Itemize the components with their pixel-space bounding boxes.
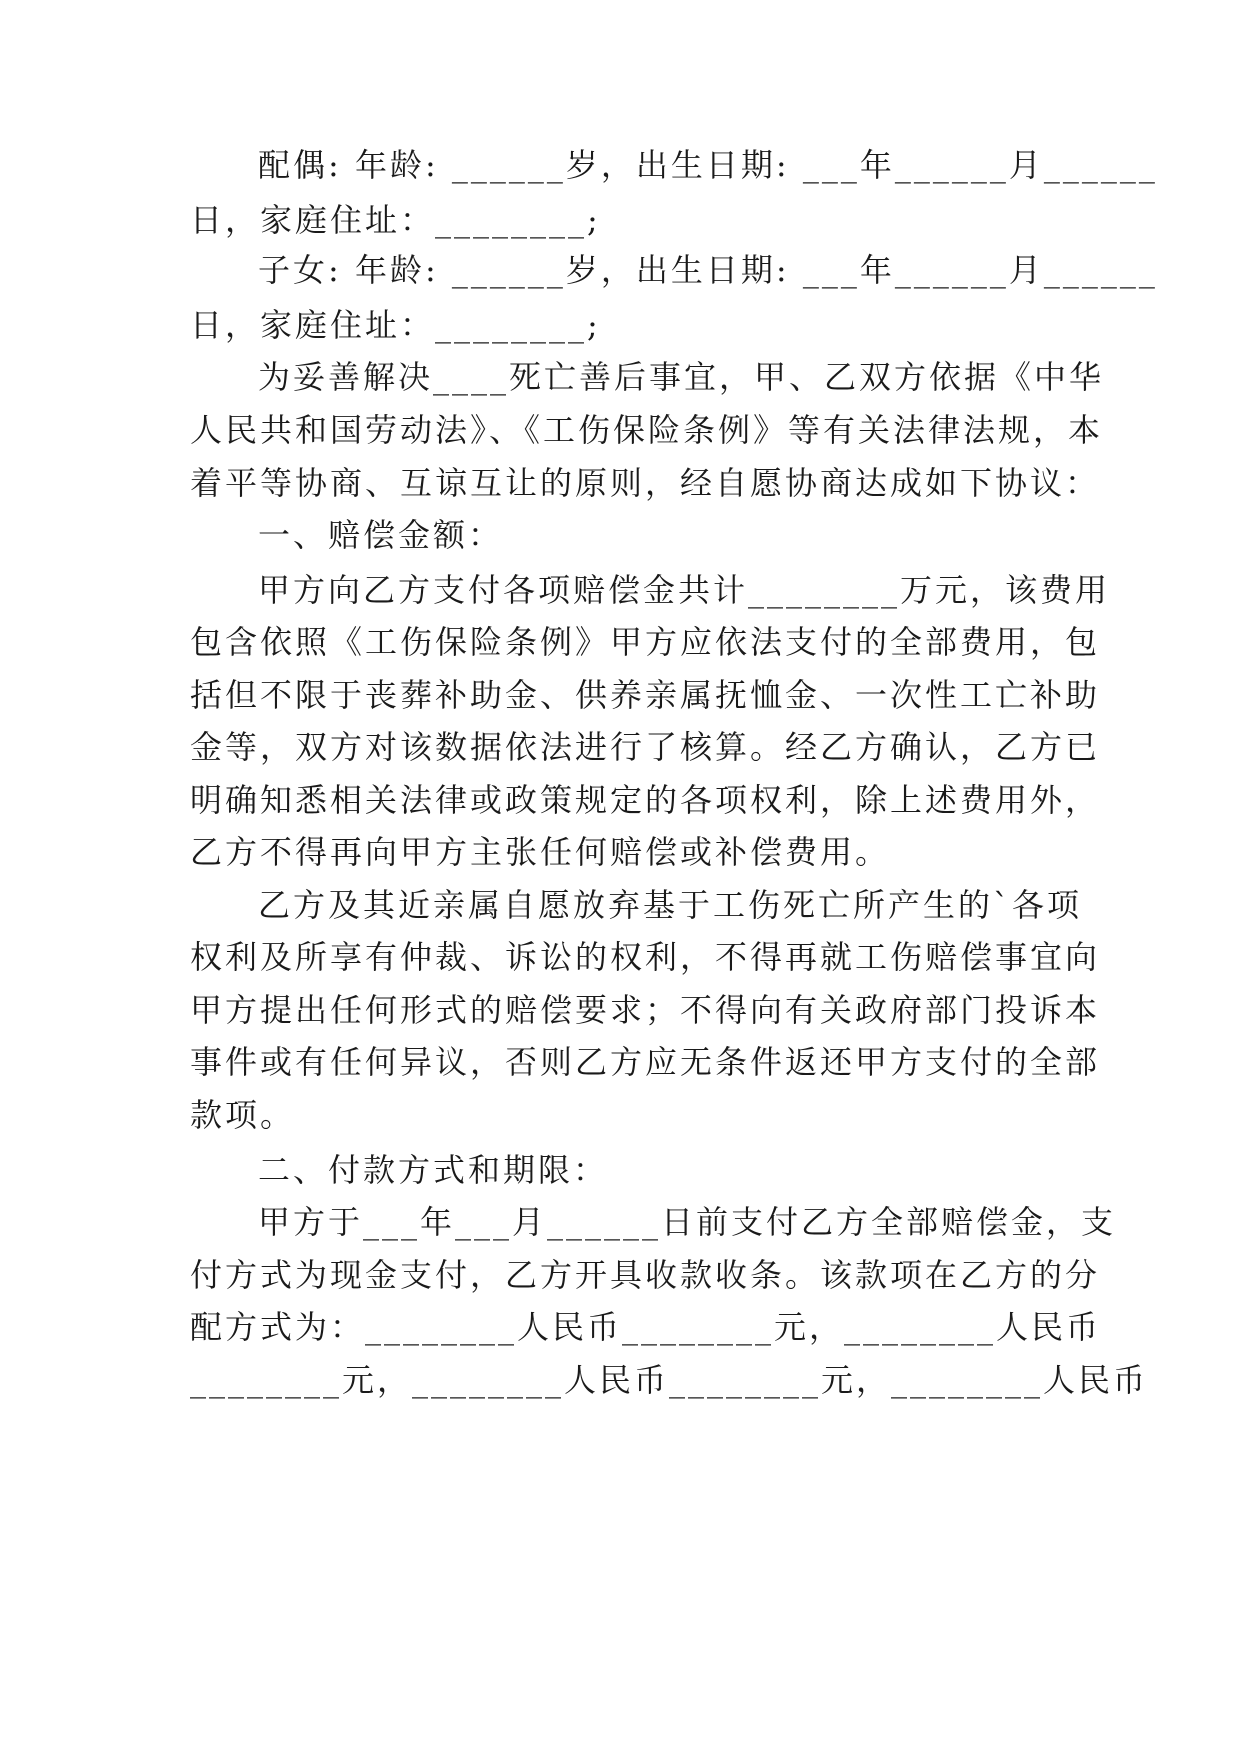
text-line-waiver-5: 款项。: [190, 1096, 296, 1134]
text-line-child-info: 子女: 年龄: ______岁，出生日期: ___年______月______: [258, 251, 1158, 289]
text-line-spouse-address: 日，家庭住址：________;: [190, 201, 601, 239]
text-line-waiver-2: 权利及所享有仲裁、诉讼的权利，不得再就工伤赔偿事宜向: [190, 938, 1101, 976]
text-line-compensation-1: 甲方向乙方支付各项赔偿金共计________万元，该费用: [258, 571, 1111, 609]
text-line-payment-2: 付方式为现金支付，乙方开具收款收条。该款项在乙方的分: [190, 1256, 1101, 1294]
text-line-compensation-3: 括但不限于丧葬补助金、供养亲属抚恤金、一次性工亡补助: [190, 676, 1101, 714]
text-line-purpose-2: 人民共和国劳动法》、《工伤保险条例》等有关法律法规，本: [190, 411, 1104, 449]
text-line-payment-3: 配方式为：________人民币________元，________人民币: [190, 1308, 1102, 1346]
text-line-child-address: 日，家庭住址：________;: [190, 306, 601, 344]
text-line-payment-1: 甲方于___年___月______日前支付乙方全部赔偿金，支: [258, 1203, 1117, 1241]
text-line-spouse-info: 配偶: 年龄: ______岁，出生日期: ___年______月______: [258, 146, 1158, 184]
text-line-waiver-1: 乙方及其近亲属自愿放弃基于工伤死亡所产生的`各项: [258, 886, 1083, 924]
text-line-payment-4: ________元，________人民币________元，________人民币: [190, 1361, 1149, 1399]
text-line-purpose-3: 着平等协商、互谅互让的原则，经自愿协商达成如下协议：: [190, 464, 1101, 502]
text-line-waiver-3: 甲方提出任何形式的赔偿要求；不得向有关政府部门投诉本: [190, 991, 1101, 1029]
section-heading-payment: 二、付款方式和期限：: [258, 1151, 609, 1189]
text-line-compensation-4: 金等，双方对该数据依法进行了核算。经乙方确认，乙方已: [190, 728, 1101, 766]
section-heading-compensation: 一、赔偿金额：: [258, 516, 504, 554]
text-line-compensation-5: 明确知悉相关法律或政策规定的各项权利，除上述费用外，: [190, 781, 1101, 819]
text-line-purpose-1: 为妥善解决____死亡善后事宜，甲、乙双方依据《中华: [258, 358, 1105, 396]
text-line-compensation-6: 乙方不得再向甲方主张任何赔偿或补偿费用。: [190, 833, 891, 871]
text-line-compensation-2: 包含依照《工伤保险条例》甲方应依法支付的全部费用，包: [190, 623, 1101, 661]
text-line-waiver-4: 事件或有任何异议，否则乙方应无条件返还甲方支付的全部: [190, 1043, 1101, 1081]
